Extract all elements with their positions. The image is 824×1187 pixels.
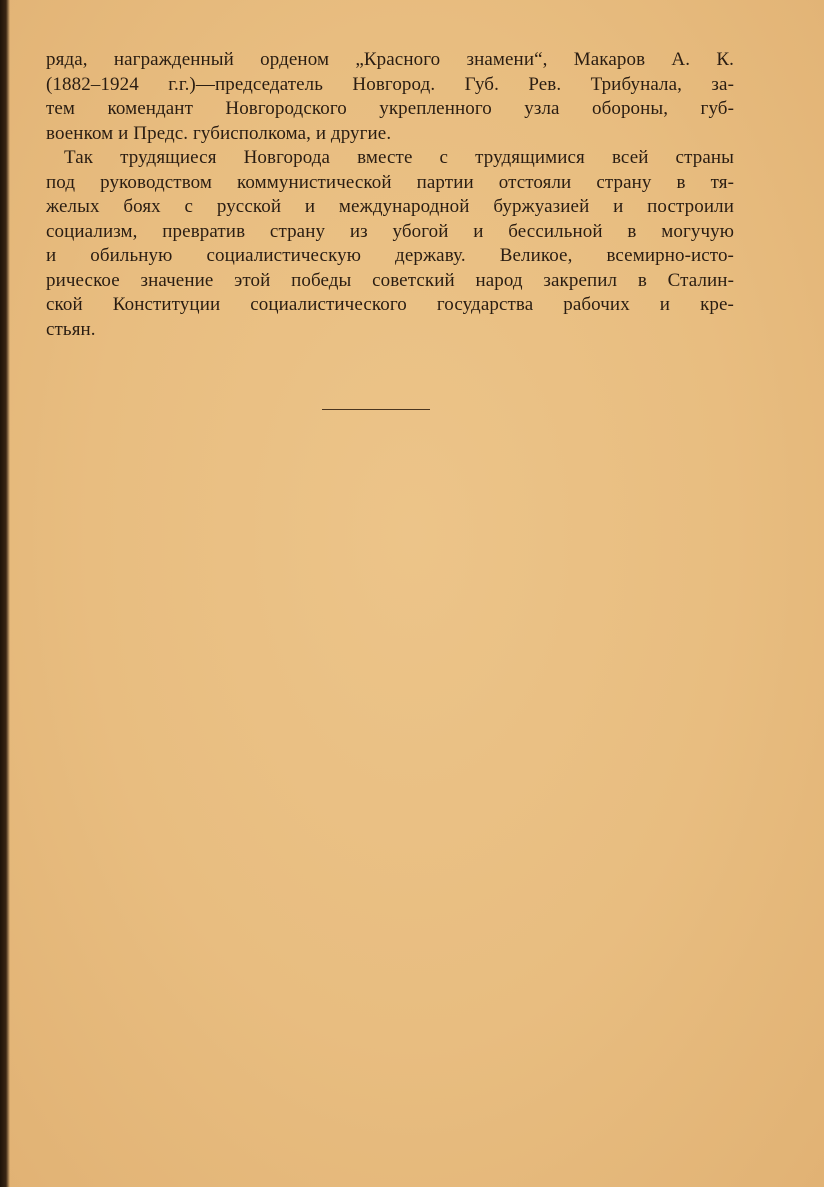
section-divider (322, 409, 430, 410)
text-line: социализм, превратив страну из убогой и бессильной в могучую (46, 220, 734, 242)
text-line: рическое значение этой победы советский народ закрепил в Сталин- (46, 269, 734, 291)
text-line: Так трудящиеся Новгорода вместе с трудящимися всей страны (64, 147, 734, 168)
text-line: ряда, награжденный орденом „Красного знамени“, Макаров А. К. (46, 49, 734, 70)
text-line: (1882–1924 г.г.)—председатель Новгород. Губ. Рев. Трибунала, за- (46, 73, 734, 95)
text-line: военком и Предс. губисполкома, и другие. (46, 122, 392, 144)
paragraph-2 (46, 146, 734, 342)
text-line: желых боях с русской и международной буржуазией и построили (46, 196, 734, 217)
text-line: и обильную социалистическую державу. Великое, всемирно-исто- (46, 245, 734, 266)
body-text (46, 48, 734, 342)
text-line: ской Конституции социалистического государства рабочих и кре- (46, 294, 734, 315)
text-line: под руководством коммунистической партии отстояли страну в тя- (46, 171, 734, 193)
paragraph-1 (46, 48, 734, 146)
text-line: тем комендант Новгородского укрепленного узла обороны, губ- (46, 98, 734, 119)
text-line: стьян. (46, 318, 96, 340)
binding-edge-shadow (0, 0, 10, 1187)
